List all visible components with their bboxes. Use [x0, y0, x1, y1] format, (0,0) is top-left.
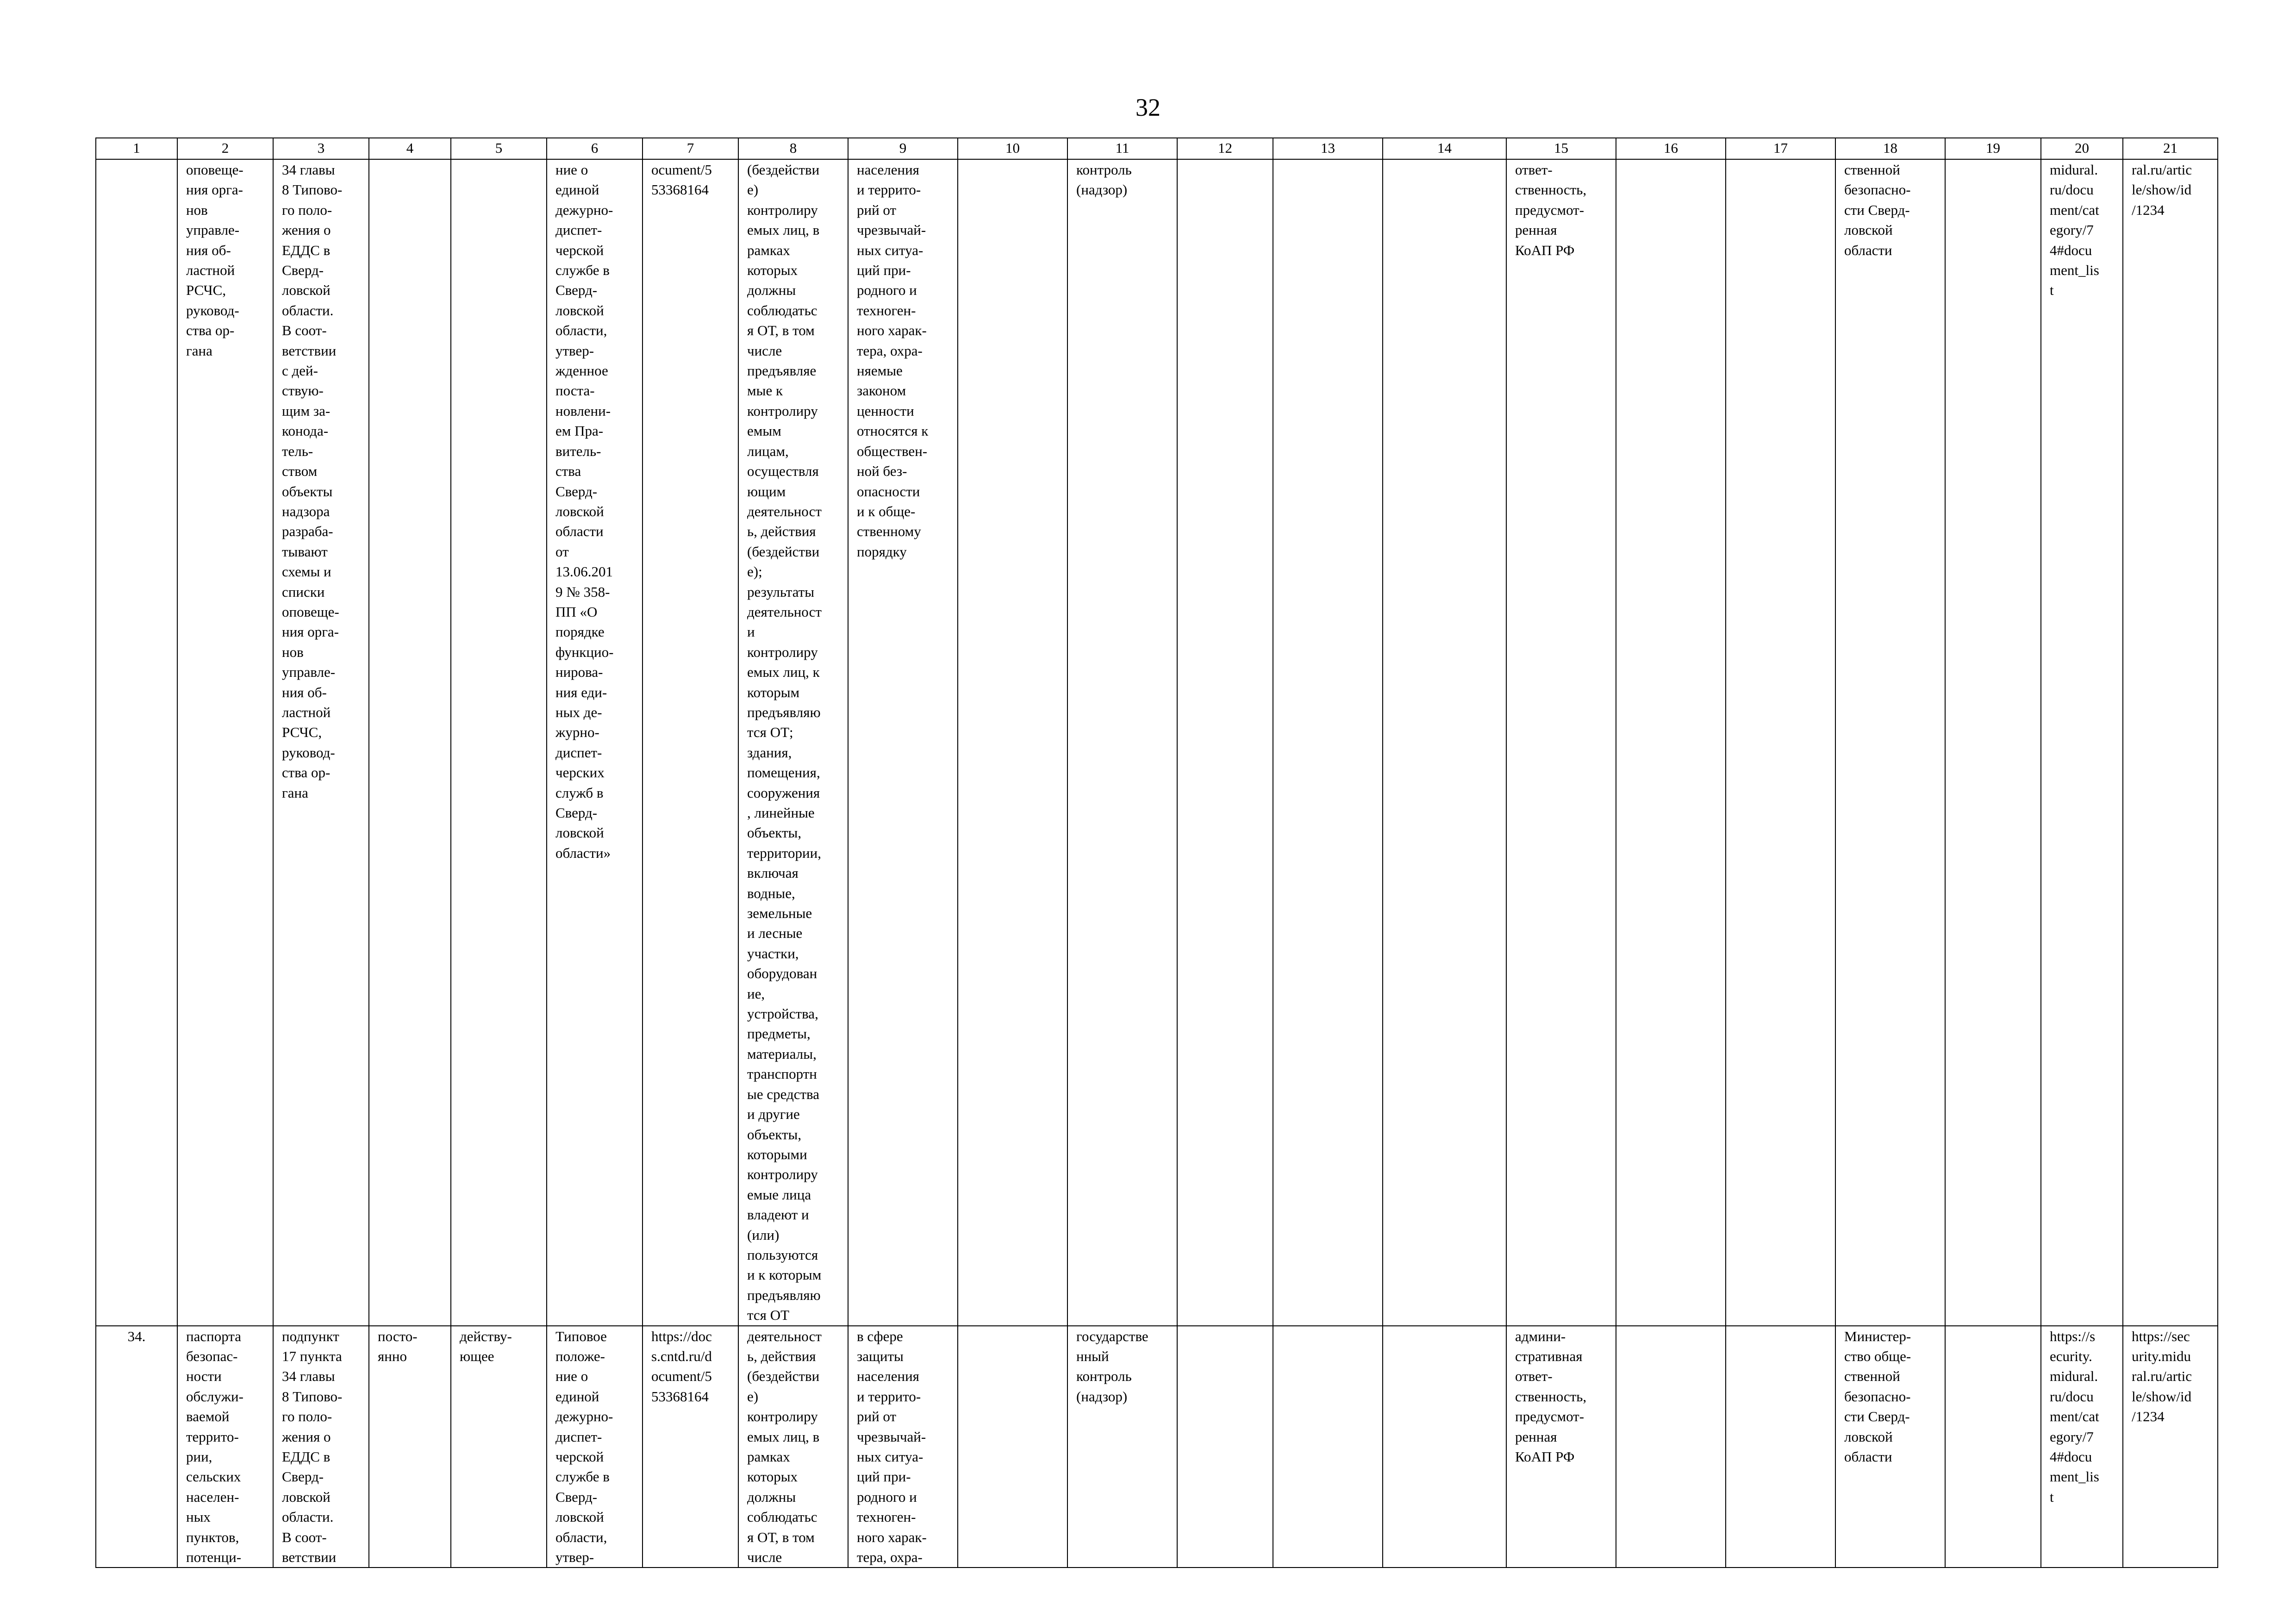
table-cell: [1616, 1326, 1726, 1568]
column-number: 2: [177, 138, 273, 159]
table-cell: [1945, 1326, 2041, 1568]
table-cell: админи- стративная ответ- ственность, предусмот- ренная КоАП РФ: [1506, 1326, 1616, 1568]
table-cell: [96, 159, 177, 1326]
column-number: 4: [369, 138, 451, 159]
table-cell: населения и террито- рий от чрезвычай- ных ситуа- ций при- родного и техноген- ного харак- тера, охра- няемые законом ценности относятся к обществен- ной без- опасности и к обще- ственному порядку: [848, 159, 958, 1326]
column-number: 5: [451, 138, 547, 159]
table-cell-link[interactable]: https://doc s.cntd.ru/d ocument/5 53368164: [643, 1326, 738, 1568]
table-cell: [1383, 1326, 1506, 1568]
table-cell: действу- ющее: [451, 1326, 547, 1568]
column-number: 13: [1273, 138, 1383, 159]
page-number: 32: [1136, 94, 1160, 121]
table-cell: [1726, 159, 1835, 1326]
row-number: 34.: [96, 1326, 177, 1568]
column-number: 12: [1177, 138, 1273, 159]
table-cell: [1383, 159, 1506, 1326]
table-cell: (бездействи е) контролиру емых лиц, в рамках которых должны соблюдатьс я ОТ, в том числе предъявляе мые к контролиру емым лицам, осуществля ющим деятельност ь, действия (бездействи е); результаты деятельност и контролиру емых лиц, к которым предъявляю тся ОТ; здания, помещения, сооружения , линейные объекты, территории, включая водные, земельные и лесные участки, оборудован ие, устройства, предметы, материалы, транспортн ые средства и другие объекты, которыми контролиру емые лица владеют и (или) пользуются и к которым предъявляю тся ОТ: [738, 159, 848, 1326]
table-cell: ответ- ственность, предусмот- ренная КоАП РФ: [1506, 159, 1616, 1326]
table-cell: [451, 159, 547, 1326]
table-cell-link[interactable]: https://sec urity.midu ral.ru/artic le/show/id /1234: [2123, 1326, 2218, 1568]
column-number: 10: [958, 138, 1067, 159]
column-number: 16: [1616, 138, 1726, 159]
table-row: [96, 159, 2218, 1326]
table-cell: подпункт 17 пункта 34 главы 8 Типово- го поло- жения о ЕДДС в Сверд- ловской области. В соот- ветствии: [273, 1326, 369, 1568]
table-cell: Типовое положе- ние о единой дежурно- диспет- черской службе в Сверд- ловской области, утвер-: [547, 1326, 643, 1568]
table-cell: [1616, 159, 1726, 1326]
table-cell: государстве нный контроль (надзор): [1067, 1326, 1177, 1568]
table-cell: в сфере защиты населения и террито- рий от чрезвычай- ных ситуа- ций при- родного и техноген- ного харак- тера, охра-: [848, 1326, 958, 1568]
column-number: 20: [2041, 138, 2123, 159]
table-cell: midural. ru/docu ment/cat egory/7 4#docu ment_lis t: [2041, 159, 2123, 1326]
table-cell: деятельност ь, действия (бездействи е) контролиру емых лиц, в рамках которых должны соблюдатьс я ОТ, в том числе: [738, 1326, 848, 1568]
table-cell: ocument/5 53368164: [643, 159, 738, 1326]
column-number: 3: [273, 138, 369, 159]
column-number: 19: [1945, 138, 2041, 159]
table-cell: [958, 159, 1067, 1326]
column-number: 1: [96, 138, 177, 159]
table-cell: ral.ru/artic le/show/id /1234: [2123, 159, 2218, 1326]
table-cell: [1273, 159, 1383, 1326]
table-cell: Министер- ство обще- ственной безопасно- сти Сверд- ловской области: [1835, 1326, 1945, 1568]
column-number: 21: [2123, 138, 2218, 159]
table-cell: [1273, 1326, 1383, 1568]
column-number: 8: [738, 138, 848, 159]
column-number: 9: [848, 138, 958, 159]
table-cell: [1945, 159, 2041, 1326]
table-cell: [958, 1326, 1067, 1568]
table-cell: паспорта безопас- ности обслужи- ваемой террито- рии, сельских населен- ных пунктов, потенци-: [177, 1326, 273, 1568]
column-number: 15: [1506, 138, 1616, 159]
table-cell: 34 главы 8 Типово- го поло- жения о ЕДДС в Сверд- ловской области. В соот- ветствии с дей- ствую- щим за- конода- тель- ством объекты надзора разраба- тывают схемы и списки оповеще- ния орга- нов управле- ния об- ластной РСЧС, руковод- ства ор- гана: [273, 159, 369, 1326]
column-number-row: [96, 138, 2218, 159]
table-cell: оповеще- ния орга- нов управле- ния об- ластной РСЧС, руковод- ства ор- гана: [177, 159, 273, 1326]
column-number: 7: [643, 138, 738, 159]
table-row: [96, 1326, 2218, 1568]
table-cell: ственной безопасно- сти Сверд- ловской области: [1835, 159, 1945, 1326]
document-table: [95, 137, 2218, 1568]
table-cell-link[interactable]: https://s ecurity. midural. ru/docu ment/cat egory/7 4#docu ment_lis t: [2041, 1326, 2123, 1568]
table-cell: посто- янно: [369, 1326, 451, 1568]
column-number: 14: [1383, 138, 1506, 159]
table-cell: контроль (надзор): [1067, 159, 1177, 1326]
table-cell: [1177, 159, 1273, 1326]
table-cell: [1726, 1326, 1835, 1568]
table-cell: [369, 159, 451, 1326]
column-number: 6: [547, 138, 643, 159]
table-cell: ние о единой дежурно- диспет- черской службе в Сверд- ловской области, утвер- жденное поста- новлени- ем Пра- витель- ства Сверд- ловской области от 13.06.201 9 № 358- ПП «О порядке функцио- нирова- ния еди- ных де- журно- диспет- черских служб в Сверд- ловской области»: [547, 159, 643, 1326]
column-number: 17: [1726, 138, 1835, 159]
column-number: 18: [1835, 138, 1945, 159]
column-number: 11: [1067, 138, 1177, 159]
table-cell: [1177, 1326, 1273, 1568]
